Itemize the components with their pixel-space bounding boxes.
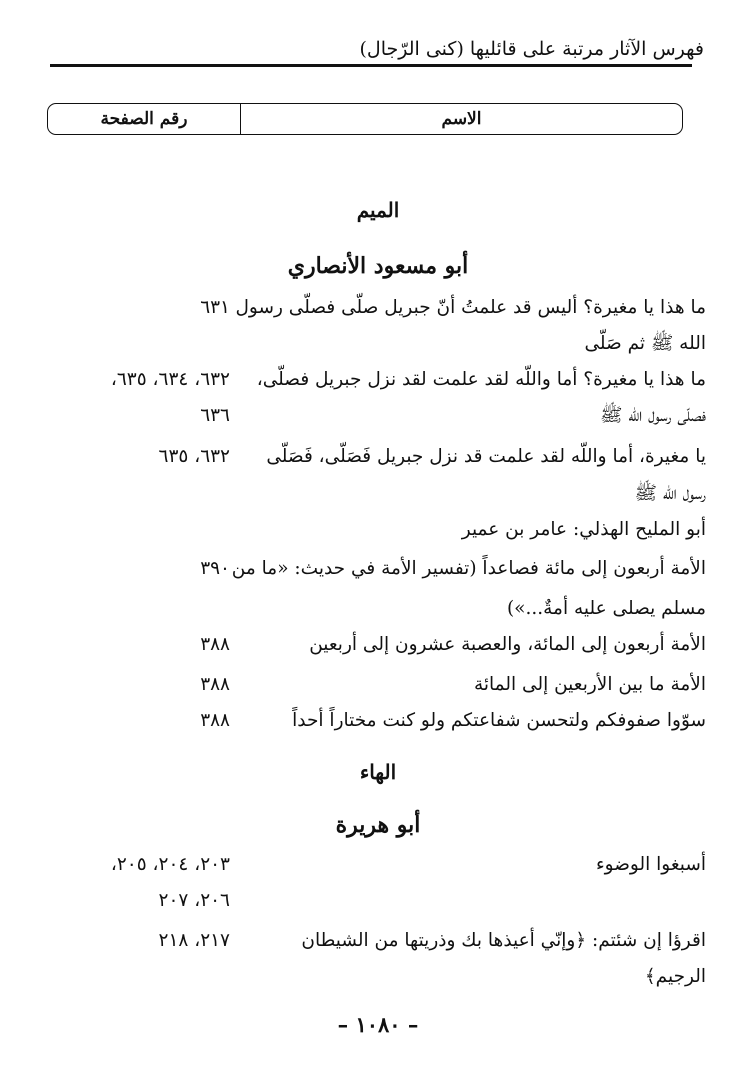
narrator-heading-abu-hurayra: أبو هريرة (335, 812, 421, 838)
column-page-header: رقم الصفحة (48, 104, 241, 134)
entry-text: أسبغوا الوضوء (595, 854, 706, 875)
entry-text-continuation: فصلّى رسول الله ﷺ (600, 405, 706, 426)
entry-text: اقرؤا إن شئتم: ﴿وإنّي أعيذها بك وذريتها من الشيطان (301, 930, 706, 951)
entry-pages-continuation: ٦٣٦ (200, 405, 230, 426)
narrator-subheading-abu-al-malih: أبو المليح الهذلي: عامر بن عمير (461, 519, 706, 540)
entry-pages: ٣٨٨ (200, 674, 230, 695)
entry-text: يا مغيرة، أما واللّه لقد علمت قد نزل جبريل فَصَلّى، فَصَلّى (266, 446, 706, 467)
entry-pages: ٦٣٢، ٦٣٥ (158, 446, 230, 467)
entry-pages: ٢١٧، ٢١٨ (158, 930, 230, 951)
entry-text: ما هذا يا مغيرة؟ أما واللّه لقد علمت لقد نزل جبريل فصلّى، (256, 369, 706, 390)
entry-text: الأمة ما بين الأربعين إلى المائة (473, 674, 706, 695)
entry-pages: ٢٠٣، ٢٠٤، ٢٠٥، (110, 854, 230, 875)
column-name-header: الاسم (441, 109, 482, 129)
entry-text-continuation: رسول الله ﷺ (634, 483, 706, 504)
entry-text-continuation: الله ﷺ ثم صَلّى (584, 333, 706, 354)
entry-text: الأمة أربعون إلى مائة فصاعداً (تفسير الأمة في حديث: «ما من (231, 558, 706, 579)
header-rule (50, 64, 692, 67)
entry-text: ما هذا يا مغيرة؟ أليس قد علمتُ أنّ جبريل صلّى فصلّى رسول (235, 297, 706, 318)
entry-pages: ٣٩٠ (200, 558, 230, 579)
column-header-box (47, 103, 683, 135)
letter-heading-haa: الهاء (359, 760, 397, 784)
entry-pages: ٦٣٢، ٦٣٤، ٦٣٥، (110, 369, 230, 390)
running-header-title: فهرس الآثار مرتبة على قائليها (كنى الرّجال) (359, 38, 704, 60)
entry-text: سوّوا صفوفكم ولتحسن شفاعتكم ولو كنت مختاراً أحداً (292, 710, 706, 731)
entry-pages: ٣٨٨ (200, 710, 230, 731)
entry-pages: ٦٣١ (200, 297, 230, 318)
entry-text: الأمة أربعون إلى المائة، والعصبة عشرون إلى أربعين (309, 634, 706, 655)
entry-pages: ٣٨٨ (200, 634, 230, 655)
entry-text-continuation: الرجيم﴾ (644, 966, 706, 987)
narrator-heading-abu-masud: أبو مسعود الأنصاري (287, 253, 469, 279)
page-number: – ١٠٨٠ – (337, 1012, 419, 1037)
entry-text-continuation: مسلم يصلى عليه أمةٌ...») (506, 598, 706, 619)
entry-pages-continuation: ٢٠٦، ٢٠٧ (158, 890, 230, 911)
letter-heading-meem: الميم (356, 198, 400, 222)
